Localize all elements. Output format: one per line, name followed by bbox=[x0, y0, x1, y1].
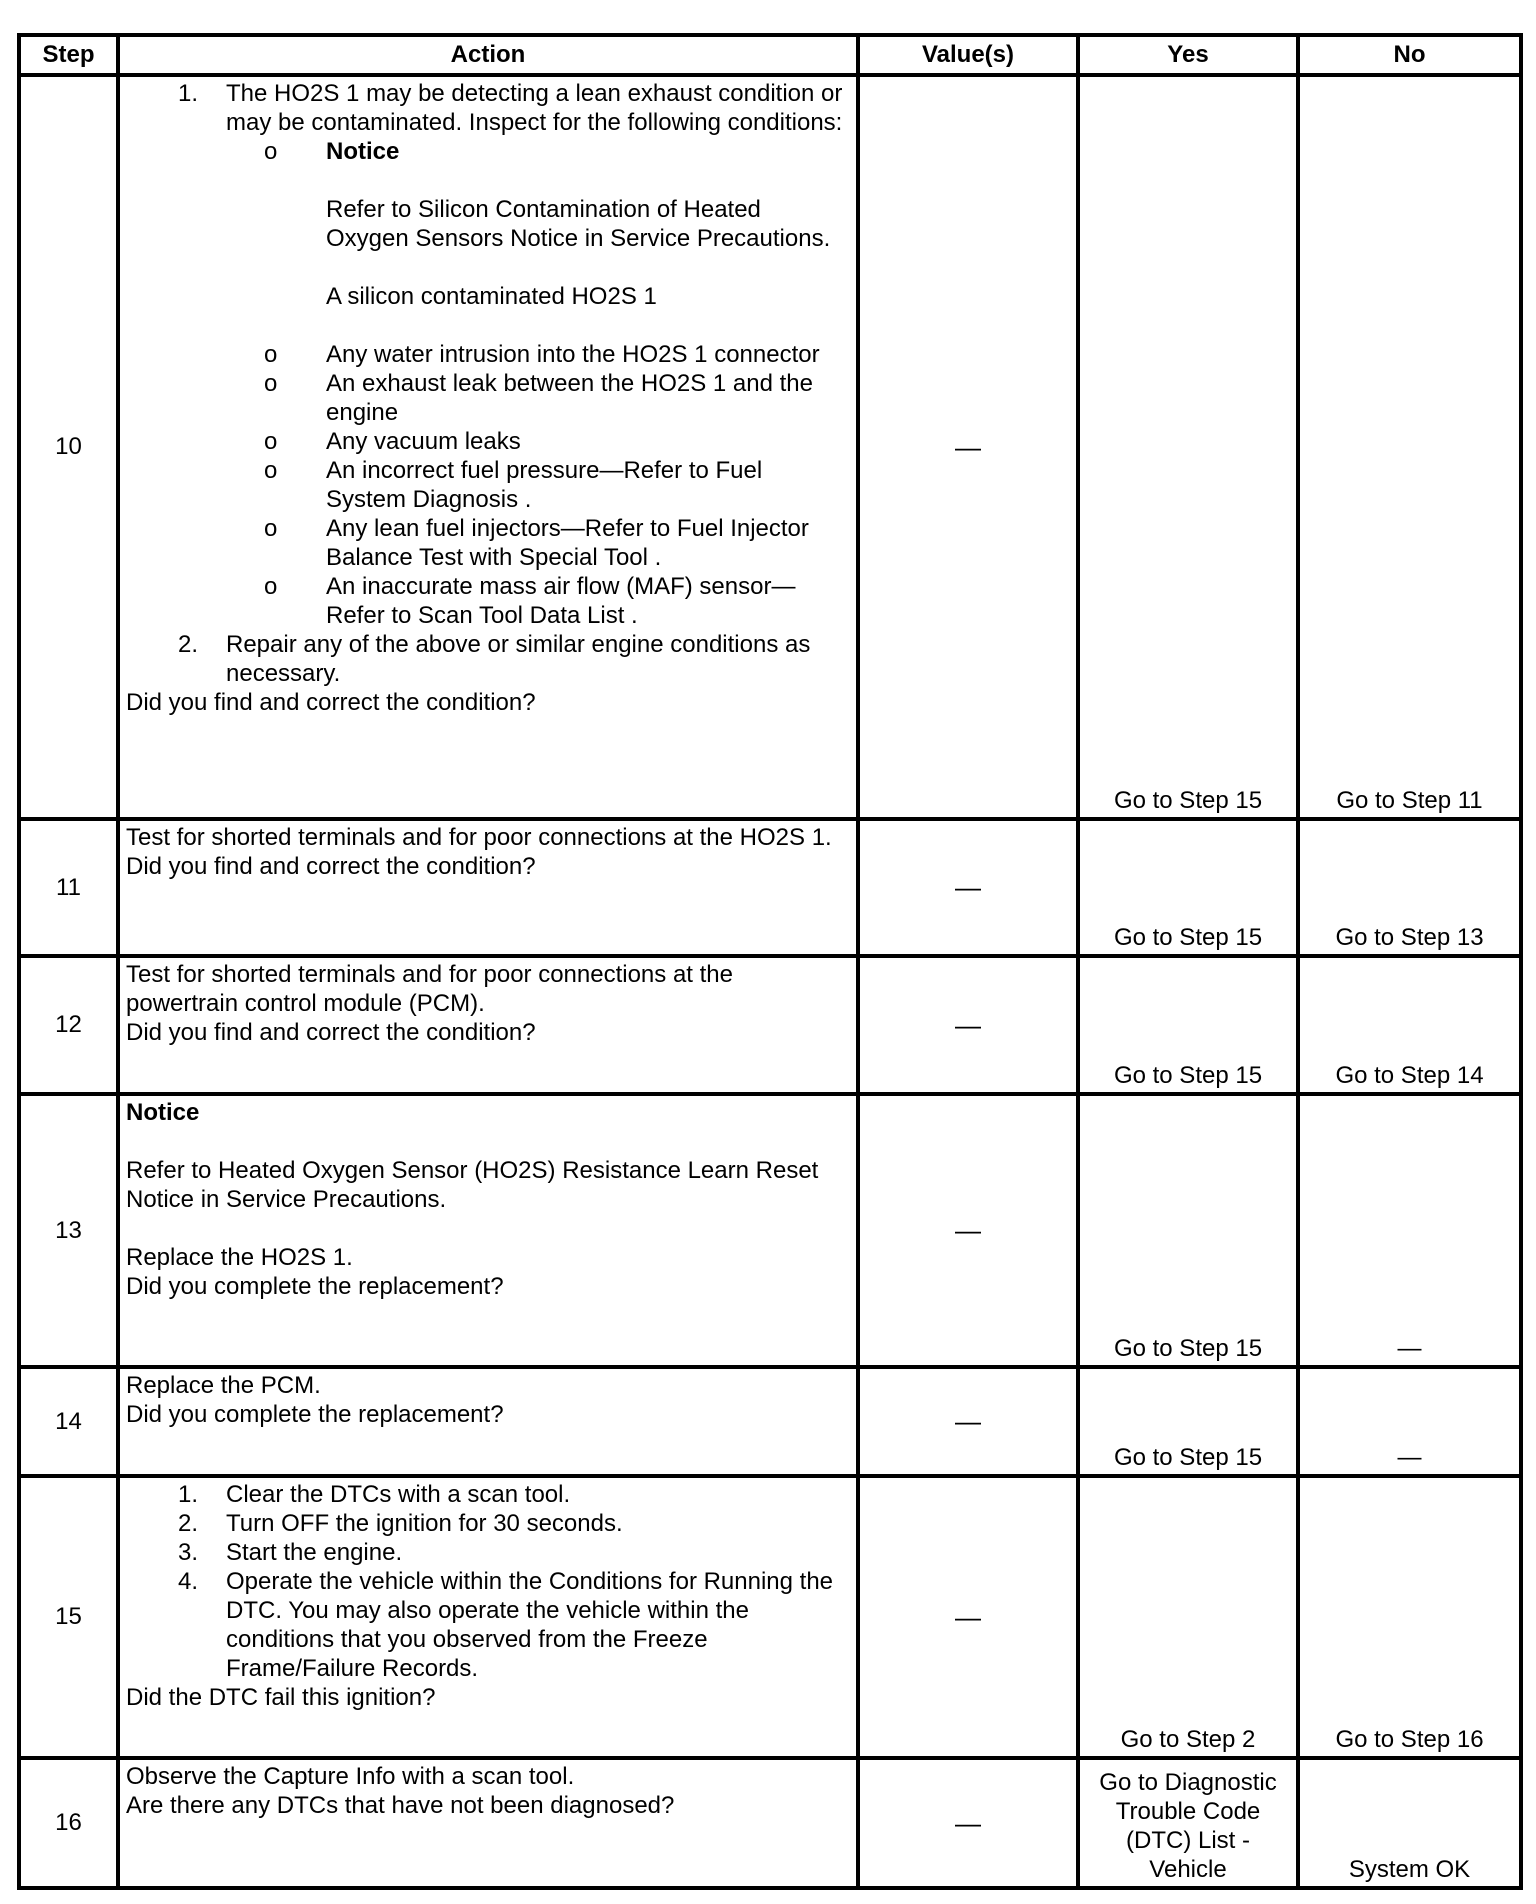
step-number: 11 bbox=[19, 819, 118, 956]
step-row-16 bbox=[19, 1758, 1521, 1888]
bullet-marker: o bbox=[264, 515, 278, 542]
step-row-14 bbox=[19, 1367, 1521, 1476]
value-cell: — bbox=[858, 956, 1078, 1094]
value-cell: — bbox=[858, 819, 1078, 956]
notice-text: Refer to Heated Oxygen Sensor (HO2S) Resistance Learn Reset Notice in Service Precautions. bbox=[126, 1157, 819, 1213]
list-text: Operate the vehicle within the Conditions for Running the DTC. You may also operate the vehicle within the conditions that you observed from the Freeze Frame/Failure Records. bbox=[226, 1568, 834, 1682]
bullet-marker: o bbox=[264, 457, 278, 484]
value-cell: — bbox=[858, 1367, 1078, 1476]
question-text: Did you find and correct the condition? bbox=[126, 853, 536, 880]
step-row-10 bbox=[19, 75, 1521, 819]
sub-item-text: Any vacuum leaks bbox=[326, 428, 521, 455]
action-list bbox=[126, 1480, 848, 1683]
sub-item bbox=[226, 340, 848, 369]
diagnostic-table bbox=[17, 33, 1523, 1890]
step-number: 16 bbox=[19, 1758, 118, 1888]
action-cell bbox=[118, 819, 858, 956]
question-text: Did you complete the replacement? bbox=[126, 1401, 504, 1428]
header-no: No bbox=[1298, 35, 1521, 75]
bullet-marker: o bbox=[264, 370, 278, 397]
no-cell: Go to Step 14 bbox=[1298, 956, 1521, 1094]
step-number: 12 bbox=[19, 956, 118, 1094]
list-text: The HO2S 1 may be detecting a lean exhaust condition or may be contaminated. Inspect for the following conditions: bbox=[226, 80, 843, 136]
list-item bbox=[126, 630, 848, 688]
sub-item-text: An inaccurate mass air flow (MAF) sensor—Refer to Scan Tool Data List . bbox=[326, 573, 796, 629]
action-text: Replace the HO2S 1. bbox=[126, 1244, 353, 1271]
question-text: Did you find and correct the condition? bbox=[126, 689, 536, 716]
sub-item-text: An exhaust leak between the HO2S 1 and the engine bbox=[326, 370, 813, 426]
yes-cell: Go to Step 15 bbox=[1078, 1094, 1298, 1367]
notice-label: Notice bbox=[326, 138, 400, 165]
list-number: 3. bbox=[178, 1539, 199, 1566]
action-cell bbox=[118, 956, 858, 1094]
step-row-12 bbox=[19, 956, 1521, 1094]
sub-item bbox=[226, 427, 848, 456]
sub-item bbox=[226, 514, 848, 572]
list-text: Start the engine. bbox=[226, 1539, 403, 1566]
step-row-11 bbox=[19, 819, 1521, 956]
list-item bbox=[126, 1538, 848, 1567]
step-row-13 bbox=[19, 1094, 1521, 1367]
yes-cell: Go to Step 2 bbox=[1078, 1476, 1298, 1758]
list-number: 4. bbox=[178, 1568, 199, 1595]
no-cell: — bbox=[1298, 1094, 1521, 1367]
no-cell: Go to Step 13 bbox=[1298, 819, 1521, 956]
yes-cell: Go to Diagnostic Trouble Code (DTC) List - Vehicle bbox=[1078, 1758, 1298, 1888]
list-item bbox=[126, 1509, 848, 1538]
sub-item-text: Any water intrusion into the HO2S 1 connector bbox=[326, 341, 820, 368]
step-number: 13 bbox=[19, 1094, 118, 1367]
action-cell bbox=[118, 1094, 858, 1367]
value-cell: — bbox=[858, 1476, 1078, 1758]
bullet-marker: o bbox=[264, 428, 278, 455]
sub-item-notice bbox=[226, 137, 848, 340]
action-text: Replace the PCM. bbox=[126, 1372, 321, 1399]
no-cell: System OK bbox=[1298, 1758, 1521, 1888]
step-number: 14 bbox=[19, 1367, 118, 1476]
action-text: Test for shorted terminals and for poor connections at the HO2S 1. bbox=[126, 824, 832, 851]
action-text: Observe the Capture Info with a scan tool. bbox=[126, 1763, 575, 1790]
action-cell bbox=[118, 1758, 858, 1888]
list-item bbox=[126, 1567, 848, 1683]
list-number: 2. bbox=[178, 1510, 199, 1537]
question-text: Are there any DTCs that have not been diagnosed? bbox=[126, 1792, 675, 1819]
bullet-marker: o bbox=[264, 138, 278, 165]
yes-cell: Go to Step 15 bbox=[1078, 75, 1298, 819]
yes-cell: Go to Step 15 bbox=[1078, 819, 1298, 956]
sub-item-text: An incorrect fuel pressure—Refer to Fuel System Diagnosis . bbox=[326, 457, 763, 513]
value-cell: — bbox=[858, 1758, 1078, 1888]
action-text: Test for shorted terminals and for poor connections at the powertrain control module (PCM). bbox=[126, 961, 733, 1017]
action-cell bbox=[118, 1476, 858, 1758]
sub-item bbox=[226, 369, 848, 427]
action-cell bbox=[118, 75, 858, 819]
list-item bbox=[126, 1480, 848, 1509]
notice-subtext: A silicon contaminated HO2S 1 bbox=[326, 283, 657, 310]
header-yes: Yes bbox=[1078, 35, 1298, 75]
bullet-marker: o bbox=[264, 341, 278, 368]
header-values: Value(s) bbox=[858, 35, 1078, 75]
list-number: 1. bbox=[178, 1481, 199, 1508]
sub-list bbox=[226, 137, 848, 630]
question-text: Did you complete the replacement? bbox=[126, 1273, 504, 1300]
list-item bbox=[126, 79, 848, 630]
list-number: 2. bbox=[178, 631, 199, 658]
notice-text: Refer to Silicon Contamination of Heated Oxygen Sensors Notice in Service Precautions. bbox=[326, 196, 831, 252]
step-row-15 bbox=[19, 1476, 1521, 1758]
action-cell bbox=[118, 1367, 858, 1476]
step-number: 15 bbox=[19, 1476, 118, 1758]
step-number: 10 bbox=[19, 75, 118, 819]
notice-label: Notice bbox=[126, 1099, 200, 1126]
value-cell: — bbox=[858, 75, 1078, 819]
sub-item-text: Any lean fuel injectors—Refer to Fuel Injector Balance Test with Special Tool . bbox=[326, 515, 809, 571]
bullet-marker: o bbox=[264, 573, 278, 600]
list-text: Clear the DTCs with a scan tool. bbox=[226, 1481, 571, 1508]
list-text: Turn OFF the ignition for 30 seconds. bbox=[226, 1510, 623, 1537]
no-cell: — bbox=[1298, 1367, 1521, 1476]
header-action: Action bbox=[118, 35, 858, 75]
no-cell: Go to Step 11 bbox=[1298, 75, 1521, 819]
sub-item bbox=[226, 572, 848, 630]
list-number: 1. bbox=[178, 80, 199, 107]
value-cell: — bbox=[858, 1094, 1078, 1367]
list-text: Repair any of the above or similar engine conditions as necessary. bbox=[226, 631, 811, 687]
question-text: Did you find and correct the condition? bbox=[126, 1019, 536, 1046]
no-cell: Go to Step 16 bbox=[1298, 1476, 1521, 1758]
header-step: Step bbox=[19, 35, 118, 75]
sub-item bbox=[226, 456, 848, 514]
header-row bbox=[19, 35, 1521, 75]
yes-cell: Go to Step 15 bbox=[1078, 1367, 1298, 1476]
action-list bbox=[126, 79, 848, 688]
yes-cell: Go to Step 15 bbox=[1078, 956, 1298, 1094]
question-text: Did the DTC fail this ignition? bbox=[126, 1684, 436, 1711]
